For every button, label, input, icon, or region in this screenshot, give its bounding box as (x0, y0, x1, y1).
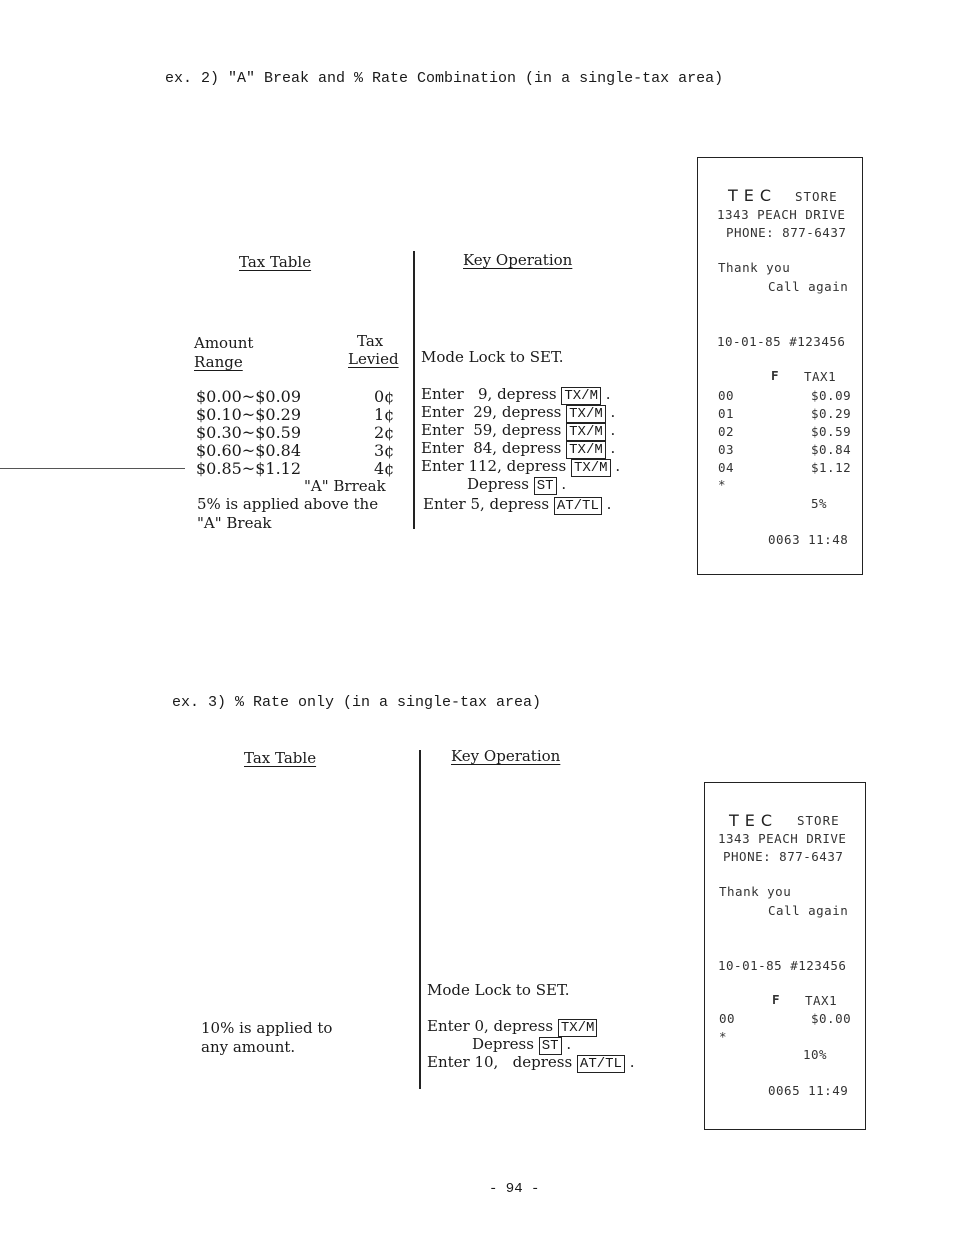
ex3-tax-table-title: Tax Table (244, 749, 317, 767)
ex2-a-break-label: "A" Brreak (304, 477, 386, 495)
ex2-op-1-end: . (610, 403, 616, 421)
ex3-receipt-marker: F (772, 992, 781, 1007)
ex2-col-tax-1: Tax (357, 332, 384, 350)
ex2-col-tax-2: Levied (348, 350, 399, 368)
ex2-pct-line-2: "A" Break (197, 514, 272, 532)
ex2-receipt-store: STORE (795, 189, 838, 204)
ex2-op-2-text: Enter 59, depress (421, 421, 562, 439)
ex3-mode-lock: Mode Lock to SET. (427, 981, 570, 999)
tx-m-key: TX/M (566, 441, 606, 459)
ex2-receipt-amt-1: $0.29 (811, 406, 852, 421)
tx-m-key: TX/M (566, 423, 606, 441)
st-key: ST (534, 477, 557, 495)
ex2-receipt-tax-label: TAX1 (804, 369, 837, 384)
ex2-op-3-end: . (610, 439, 616, 457)
ex3-receipt-phone: PHONE: 877-6437 (723, 849, 844, 864)
ex2-col-amount-1: Amount (194, 334, 254, 352)
ex3-receipt-star: * (719, 1029, 728, 1044)
ex2-enter-rate-text: Enter 5, depress (423, 495, 550, 513)
ex2-receipt-amt-3: $0.84 (811, 442, 852, 457)
ex2-mode-lock: Mode Lock to SET. (421, 348, 564, 366)
ex3-receipt-brand: TEC (729, 811, 779, 830)
ex2-receipt-marker: F (771, 368, 780, 383)
ex3-pct-line-1: 10% is applied to (201, 1019, 333, 1037)
ex3-receipt-rate: 10% (803, 1047, 828, 1062)
ex3-receipt-thanks: Thank you (719, 884, 792, 899)
ex3-op-3-end: . (629, 1053, 635, 1071)
ex2-receipt-code-3: 03 (718, 442, 735, 457)
page-number: - 94 - (489, 1181, 540, 1197)
ex2-receipt-code-2: 02 (718, 424, 735, 439)
ex3-op-1 (427, 1017, 597, 1035)
ex3-receipt-store: STORE (797, 813, 840, 828)
ex2-receipt-rate: 5% (811, 496, 828, 511)
ex2-depress-end: . (561, 475, 567, 493)
ex3-depress-st (472, 1035, 571, 1053)
tx-m-key: TX/M (571, 459, 611, 477)
ex3-key-operation-title: Key Operation (451, 747, 561, 765)
ex2-op-0 (421, 385, 611, 403)
ex2-cut-line (0, 468, 185, 469)
ex2-op-4-text: Enter 112, depress (421, 457, 567, 475)
at-tl-key: AT/TL (577, 1055, 625, 1073)
tx-m-key: TX/M (558, 1019, 598, 1037)
ex3-heading: ex. 3) % Rate only (in a single-tax area) (172, 694, 542, 711)
ex2-divider (413, 251, 415, 529)
ex2-key-operation-title: Key Operation (463, 251, 573, 269)
ex3-depress-end: . (566, 1035, 572, 1053)
ex2-range-1: $0.10~$0.29 (196, 405, 302, 424)
ex2-receipt-code-4: 04 (718, 460, 735, 475)
ex3-receipt-footer: 0065 11:49 (768, 1083, 849, 1098)
ex2-op-1 (421, 403, 615, 421)
ex2-receipt-phone: PHONE: 877-6437 (726, 225, 847, 240)
ex2-receipt-code-1: 01 (718, 406, 735, 421)
ex2-op-4-end: . (615, 457, 621, 475)
ex2-receipt-thanks: Thank you (718, 260, 791, 275)
ex2-depress-label: Depress (467, 475, 529, 493)
ex2-op-0-text: Enter 9, depress (421, 385, 557, 403)
ex3-divider (419, 750, 421, 1089)
ex2-receipt-brand: TEC (728, 186, 778, 205)
ex2-tax-0: 0¢ (374, 387, 395, 406)
ex2-tax-3: 3¢ (374, 441, 395, 460)
ex2-enter-rate-end: . (606, 495, 612, 513)
ex2-op-3 (421, 439, 615, 457)
ex3-depress-label: Depress (472, 1035, 534, 1053)
ex2-receipt-star: * (718, 477, 727, 492)
ex2-receipt-date: 10-01-85 #123456 (717, 334, 846, 349)
ex2-receipt-amt-4: $1.12 (811, 460, 852, 475)
ex3-pct-line-2: any amount. (201, 1038, 296, 1056)
at-tl-key: AT/TL (554, 497, 602, 515)
tx-m-key: TX/M (566, 405, 606, 423)
ex2-receipt-footer: 0063 11:48 (768, 532, 849, 547)
ex3-receipt-amt-0: $0.00 (811, 1011, 852, 1026)
tx-m-key: TX/M (561, 387, 601, 405)
ex2-op-0-end: . (605, 385, 611, 403)
ex2-heading: ex. 2) "A" Break and % Rate Combination (in a single-tax area) (165, 70, 724, 87)
ex2-op-2 (421, 421, 615, 439)
ex2-receipt-address: 1343 PEACH DRIVE (717, 207, 846, 222)
ex2-depress-st (467, 475, 566, 493)
ex2-receipt-code-0: 00 (718, 388, 735, 403)
ex2-pct-line-1: 5% is applied above the (197, 495, 379, 513)
ex2-col-amount-2: Range (194, 353, 243, 371)
ex2-op-3-text: Enter 84, depress (421, 439, 562, 457)
ex2-op-2-end: . (610, 421, 616, 439)
ex3-receipt-call-again: Call again (768, 903, 849, 918)
ex2-receipt-amt-0: $0.09 (811, 388, 852, 403)
ex3-op-3-text: Enter 10, depress (427, 1053, 573, 1071)
ex3-receipt-tax-label: TAX1 (805, 993, 838, 1008)
ex2-receipt-call-again: Call again (768, 279, 849, 294)
ex2-receipt-amt-2: $0.59 (811, 424, 852, 439)
ex2-enter-rate (423, 495, 611, 513)
ex3-op-3 (427, 1053, 635, 1071)
ex2-tax-table-title: Tax Table (239, 253, 312, 271)
ex2-range-3: $0.60~$0.84 (196, 441, 302, 460)
ex2-range-2: $0.30~$0.59 (196, 423, 302, 442)
st-key: ST (539, 1037, 562, 1055)
ex2-tax-4: 4¢ (374, 459, 395, 478)
ex3-receipt-date: 10-01-85 #123456 (718, 958, 847, 973)
ex3-receipt-address: 1343 PEACH DRIVE (718, 831, 847, 846)
ex2-range-4: $0.85~$1.12 (196, 459, 302, 478)
ex3-receipt-code-0: 00 (719, 1011, 736, 1026)
ex2-op-4 (421, 457, 620, 475)
ex3-op-1-text: Enter 0, depress (427, 1017, 554, 1035)
ex2-tax-1: 1¢ (374, 405, 395, 424)
ex2-tax-2: 2¢ (374, 423, 395, 442)
ex2-op-1-text: Enter 29, depress (421, 403, 562, 421)
ex2-range-0: $0.00~$0.09 (196, 387, 302, 406)
